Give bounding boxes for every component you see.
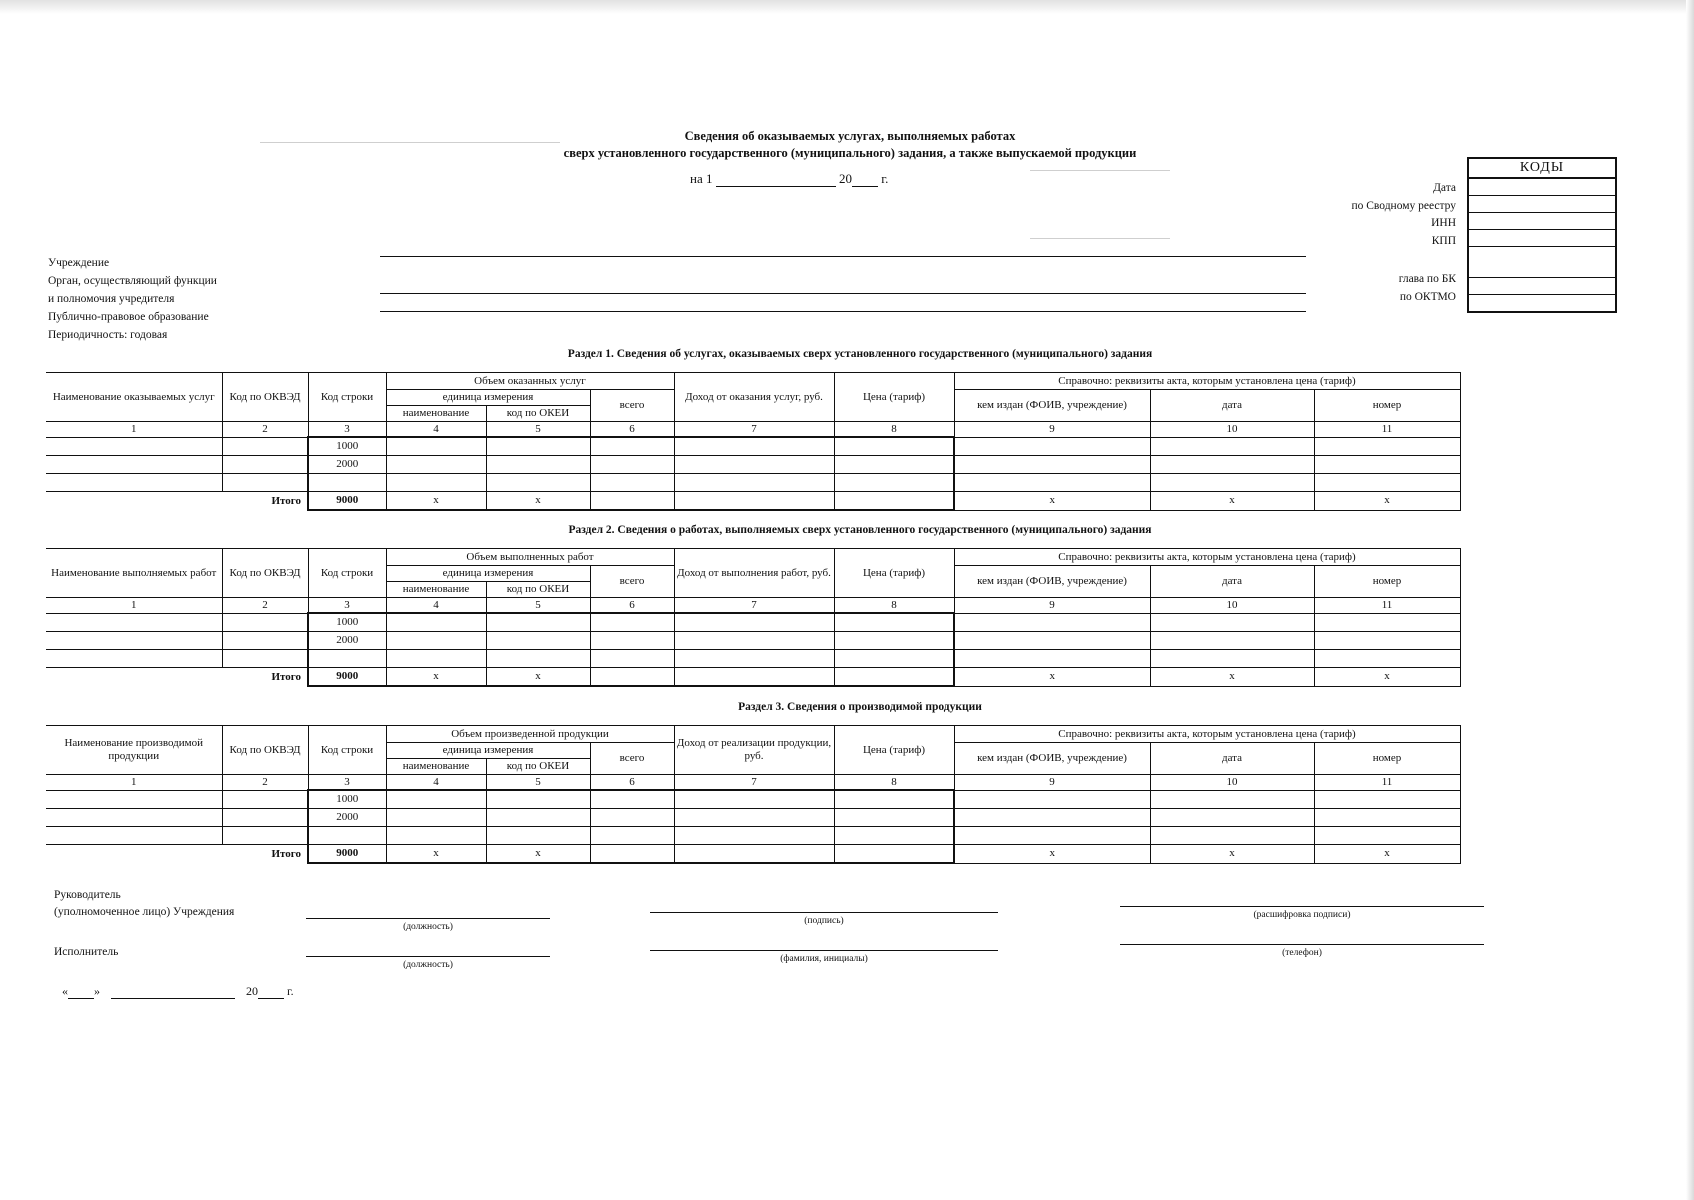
section-1-table xyxy=(46,372,1461,511)
institution-line[interactable] xyxy=(380,256,1306,257)
table-cell[interactable] xyxy=(834,632,954,650)
table-cell[interactable] xyxy=(590,650,674,668)
sign-date-year-prefix: 20 xyxy=(246,984,258,998)
table-cell[interactable] xyxy=(954,632,1150,650)
table-cell xyxy=(308,474,386,492)
table-cell[interactable] xyxy=(674,809,834,827)
column-number: 4 xyxy=(386,422,486,438)
row-code: 1000 xyxy=(308,613,386,632)
table-row xyxy=(46,632,1460,650)
total-label: Итого xyxy=(271,494,301,507)
table-cell[interactable] xyxy=(1314,809,1460,827)
sign-date-close: » xyxy=(94,984,100,998)
col-unit-header: единица измерения xyxy=(386,743,590,759)
col-okved-header: Код по ОКВЭД xyxy=(222,373,308,422)
table-cell[interactable] xyxy=(834,437,954,456)
table-cell[interactable] xyxy=(1314,827,1460,845)
sign-date-day-field[interactable] xyxy=(68,986,94,999)
table-cell[interactable] xyxy=(46,809,222,827)
x-mark: х xyxy=(386,668,486,687)
col-date-header: дата xyxy=(1150,743,1314,775)
total-label: Итого xyxy=(271,670,301,683)
table-cell[interactable] xyxy=(1150,613,1314,632)
section-2-table xyxy=(46,548,1461,687)
col-price-header: Цена (тариф) xyxy=(834,373,954,422)
code-label-registry: по Сводному реестру xyxy=(1351,200,1456,212)
col-total-header: всего xyxy=(590,566,674,598)
executor-position-line[interactable] xyxy=(306,956,550,957)
table-cell[interactable] xyxy=(590,613,674,632)
column-number: 8 xyxy=(834,775,954,791)
table-cell[interactable] xyxy=(1150,456,1314,474)
column-number: 10 xyxy=(1150,422,1314,438)
table-cell[interactable] xyxy=(590,790,674,809)
head-signature-caption: (подпись) xyxy=(804,916,844,926)
total-code: 9000 xyxy=(308,492,386,511)
table-cell[interactable] xyxy=(674,456,834,474)
head-position-line[interactable] xyxy=(306,918,550,919)
total-row xyxy=(46,845,1460,864)
x-mark: х xyxy=(486,845,590,864)
table-cell[interactable] xyxy=(222,809,308,827)
founder-line[interactable] xyxy=(380,293,1306,294)
table-cell[interactable] xyxy=(674,437,834,456)
column-number: 5 xyxy=(486,422,590,438)
table-cell[interactable] xyxy=(46,474,222,492)
table-cell[interactable] xyxy=(386,456,486,474)
col-price-header: Цена (тариф) xyxy=(834,549,954,598)
x-mark: х xyxy=(1150,668,1314,687)
table-cell[interactable] xyxy=(222,827,308,845)
table-cell[interactable] xyxy=(46,632,222,650)
label-founder-2: и полномочия учредителя xyxy=(48,293,175,305)
table-cell[interactable] xyxy=(590,809,674,827)
scan-artifact xyxy=(1030,238,1170,239)
label-periodicity: Периодичность: годовая xyxy=(48,329,168,341)
table-cell[interactable] xyxy=(1314,790,1460,809)
column-number: 10 xyxy=(1150,775,1314,791)
table-cell[interactable] xyxy=(954,809,1150,827)
sign-date xyxy=(62,984,294,999)
x-mark: х xyxy=(386,845,486,864)
table-cell[interactable] xyxy=(222,474,308,492)
table-cell xyxy=(308,650,386,668)
column-number: 9 xyxy=(954,775,1150,791)
table-cell[interactable] xyxy=(834,650,954,668)
table-cell[interactable] xyxy=(222,456,308,474)
column-number: 2 xyxy=(222,775,308,791)
label-institution: Учреждение xyxy=(48,257,110,269)
table-cell[interactable] xyxy=(46,613,222,632)
col-income-header: Доход от оказания услуг, руб. xyxy=(674,373,834,422)
report-date xyxy=(690,171,990,187)
col-income-header: Доход от выполнения работ, руб. xyxy=(674,549,834,598)
col-ref-header: Справочно: реквизиты акта, которым установлена цена (тариф) xyxy=(954,373,1460,390)
table-cell[interactable] xyxy=(674,613,834,632)
head-position-caption: (должность) xyxy=(403,922,453,932)
col-date-header: дата xyxy=(1150,566,1314,598)
table-cell[interactable] xyxy=(590,456,674,474)
col-unit-header: единица измерения xyxy=(386,566,590,582)
table-cell[interactable] xyxy=(674,650,834,668)
row-code: 1000 xyxy=(308,790,386,809)
table-cell[interactable] xyxy=(954,613,1150,632)
table-cell[interactable] xyxy=(1150,790,1314,809)
total-code: 9000 xyxy=(308,845,386,864)
label-public-entity: Публично-правовое образование xyxy=(48,311,209,323)
total-cell[interactable] xyxy=(590,668,674,687)
table-cell[interactable] xyxy=(486,809,590,827)
header-row xyxy=(46,726,1460,743)
column-number-row xyxy=(46,422,1460,438)
table-cell[interactable] xyxy=(834,456,954,474)
table-cell[interactable] xyxy=(1150,827,1314,845)
table-cell[interactable] xyxy=(486,790,590,809)
column-number: 6 xyxy=(590,775,674,791)
table-cell[interactable] xyxy=(386,827,486,845)
table-cell[interactable] xyxy=(46,650,222,668)
column-number: 5 xyxy=(486,598,590,614)
total-cell[interactable] xyxy=(674,668,834,687)
total-cell[interactable] xyxy=(834,668,954,687)
column-number: 6 xyxy=(590,422,674,438)
section-1-title: Раздел 1. Сведения об услугах, оказываемых сверх установленного государственного (муниципального) задания xyxy=(567,348,1153,360)
col-name-header: Наименование производимой продукции xyxy=(46,726,222,775)
head-decode-line[interactable] xyxy=(1120,906,1484,907)
codes-box xyxy=(1467,157,1617,313)
table-cell[interactable] xyxy=(1314,613,1460,632)
table-cell[interactable] xyxy=(486,456,590,474)
table-row xyxy=(46,474,1460,492)
code-cell-kpp[interactable] xyxy=(1469,230,1615,247)
col-number-header: номер xyxy=(1314,390,1460,422)
x-mark: х xyxy=(954,845,1150,864)
col-okved-header: Код по ОКВЭД xyxy=(222,726,308,775)
table-cell[interactable] xyxy=(834,474,954,492)
col-unit-header: единица измерения xyxy=(386,390,590,406)
col-total-header: всего xyxy=(590,390,674,422)
executor-name-caption: (фамилия, инициалы) xyxy=(780,954,868,964)
head-signature-line[interactable] xyxy=(650,912,998,913)
code-label-date: Дата xyxy=(1433,182,1456,194)
table-cell[interactable] xyxy=(386,790,486,809)
row-code: 1000 xyxy=(308,437,386,456)
col-number-header: номер xyxy=(1314,566,1460,598)
table-cell[interactable] xyxy=(486,827,590,845)
column-number: 6 xyxy=(590,598,674,614)
title-line-1: Сведения об оказываемых услугах, выполняемых работах xyxy=(684,129,1016,143)
x-mark: х xyxy=(1314,492,1460,511)
table-cell[interactable] xyxy=(1150,632,1314,650)
col-unit-okei-header: код по ОКЕИ xyxy=(486,582,590,598)
column-number-row xyxy=(46,775,1460,791)
executor-position-caption: (должность) xyxy=(403,960,453,970)
x-mark: х xyxy=(954,668,1150,687)
column-number: 11 xyxy=(1314,775,1460,791)
col-unit-name-header: наименование xyxy=(386,759,486,775)
row-code: 2000 xyxy=(308,632,386,650)
table-cell[interactable] xyxy=(1314,437,1460,456)
code-label-oktmo: по ОКТМО xyxy=(1399,291,1456,303)
table-cell[interactable] xyxy=(222,632,308,650)
table-row xyxy=(46,650,1460,668)
column-number: 1 xyxy=(46,598,222,614)
col-unit-name-header: наименование xyxy=(386,582,486,598)
table-cell[interactable] xyxy=(1150,650,1314,668)
x-mark: х xyxy=(1150,845,1314,864)
col-number-header: номер xyxy=(1314,743,1460,775)
code-cell-empty[interactable] xyxy=(1469,295,1615,311)
table-row xyxy=(46,827,1460,845)
column-number: 4 xyxy=(386,775,486,791)
sign-date-open: « xyxy=(62,984,68,998)
col-name-header: Наименование выполняемых работ xyxy=(46,549,222,598)
table-row xyxy=(46,456,1460,474)
table-cell[interactable] xyxy=(1150,474,1314,492)
x-mark: х xyxy=(486,492,590,511)
table-row xyxy=(46,809,1460,827)
column-number: 9 xyxy=(954,598,1150,614)
column-number: 3 xyxy=(308,598,386,614)
col-unit-okei-header: код по ОКЕИ xyxy=(486,759,590,775)
table-cell[interactable] xyxy=(46,456,222,474)
x-mark: х xyxy=(1314,845,1460,864)
code-cell-oktmo[interactable] xyxy=(1469,278,1615,295)
table-cell[interactable] xyxy=(1150,809,1314,827)
col-volume-header: Объем выполненных работ xyxy=(386,549,674,566)
column-number: 4 xyxy=(386,598,486,614)
table-cell[interactable] xyxy=(834,790,954,809)
column-number: 2 xyxy=(222,598,308,614)
table-cell[interactable] xyxy=(674,790,834,809)
code-cell-bk[interactable] xyxy=(1469,247,1615,278)
code-cell-registry[interactable] xyxy=(1469,196,1615,213)
total-row xyxy=(46,492,1460,511)
column-number: 9 xyxy=(954,422,1150,438)
scan-edge xyxy=(0,0,1694,14)
total-code: 9000 xyxy=(308,668,386,687)
col-line-header: Код строки xyxy=(308,726,386,775)
table-cell[interactable] xyxy=(486,437,590,456)
column-number: 1 xyxy=(46,422,222,438)
col-line-header: Код строки xyxy=(308,549,386,598)
table-cell[interactable] xyxy=(1150,437,1314,456)
table-row xyxy=(46,613,1460,632)
sign-date-suffix: г. xyxy=(287,984,294,998)
column-number: 11 xyxy=(1314,598,1460,614)
column-number: 1 xyxy=(46,775,222,791)
total-cell[interactable] xyxy=(590,492,674,511)
code-label-kpp: КПП xyxy=(1431,235,1456,247)
document-title xyxy=(470,128,1230,162)
column-number-row xyxy=(46,598,1460,614)
col-ref-header: Справочно: реквизиты акта, которым установлена цена (тариф) xyxy=(954,549,1460,566)
table-cell[interactable] xyxy=(590,474,674,492)
head-decode-caption: (расшифровка подписи) xyxy=(1253,910,1351,920)
col-price-header: Цена (тариф) xyxy=(834,726,954,775)
x-mark: х xyxy=(486,668,590,687)
table-cell[interactable] xyxy=(590,437,674,456)
table-cell[interactable] xyxy=(486,650,590,668)
table-cell[interactable] xyxy=(486,613,590,632)
table-cell[interactable] xyxy=(386,613,486,632)
table-cell[interactable] xyxy=(222,613,308,632)
table-cell[interactable] xyxy=(222,437,308,456)
header-row xyxy=(46,549,1460,566)
scan-edge-right xyxy=(1686,0,1694,1200)
executor-label: Исполнитель xyxy=(54,946,119,958)
total-row xyxy=(46,668,1460,687)
total-cell[interactable] xyxy=(834,492,954,511)
sign-date-month-field[interactable] xyxy=(111,986,235,999)
table-cell[interactable] xyxy=(834,827,954,845)
public-entity-line[interactable] xyxy=(380,311,1306,312)
x-mark: х xyxy=(1150,492,1314,511)
column-number: 7 xyxy=(674,775,834,791)
col-total-header: всего xyxy=(590,743,674,775)
table-cell[interactable] xyxy=(590,632,674,650)
total-cell[interactable] xyxy=(674,845,834,864)
col-okved-header: Код по ОКВЭД xyxy=(222,549,308,598)
col-issuer-header: кем издан (ФОИВ, учреждение) xyxy=(954,390,1150,422)
table-cell[interactable] xyxy=(954,790,1150,809)
col-issuer-header: кем издан (ФОИВ, учреждение) xyxy=(954,566,1150,598)
date-prefix: на 1 xyxy=(690,171,713,186)
table-cell[interactable] xyxy=(674,474,834,492)
table-cell[interactable] xyxy=(486,632,590,650)
table-row xyxy=(46,437,1460,456)
column-number: 2 xyxy=(222,422,308,438)
col-unit-okei-header: код по ОКЕИ xyxy=(486,406,590,422)
total-cell[interactable] xyxy=(674,492,834,511)
table-cell xyxy=(308,827,386,845)
sign-date-year-field[interactable] xyxy=(258,986,284,999)
executor-phone-caption: (телефон) xyxy=(1282,948,1322,958)
table-row xyxy=(46,790,1460,809)
table-cell[interactable] xyxy=(834,809,954,827)
total-cell[interactable] xyxy=(590,845,674,864)
table-cell[interactable] xyxy=(954,456,1150,474)
total-label: Итого xyxy=(271,847,301,860)
column-number: 7 xyxy=(674,422,834,438)
table-cell[interactable] xyxy=(386,809,486,827)
header-row xyxy=(46,373,1460,390)
col-volume-header: Объем оказанных услуг xyxy=(386,373,674,390)
table-cell[interactable] xyxy=(954,474,1150,492)
table-cell[interactable] xyxy=(222,650,308,668)
code-label-bk: глава по БК xyxy=(1398,273,1456,285)
col-ref-header: Справочно: реквизиты акта, которым установлена цена (тариф) xyxy=(954,726,1460,743)
date-year-prefix: 20 xyxy=(838,171,852,186)
column-number: 8 xyxy=(834,598,954,614)
table-cell[interactable] xyxy=(674,632,834,650)
x-mark: х xyxy=(1314,668,1460,687)
table-cell[interactable] xyxy=(46,790,222,809)
table-cell[interactable] xyxy=(46,437,222,456)
col-issuer-header: кем издан (ФОИВ, учреждение) xyxy=(954,743,1150,775)
table-cell[interactable] xyxy=(386,632,486,650)
column-number: 7 xyxy=(674,598,834,614)
table-cell[interactable] xyxy=(222,790,308,809)
column-number: 3 xyxy=(308,775,386,791)
col-unit-name-header: наименование xyxy=(386,406,486,422)
table-cell[interactable] xyxy=(834,613,954,632)
col-volume-header: Объем произведенной продукции xyxy=(386,726,674,743)
column-number: 11 xyxy=(1314,422,1460,438)
label-founder-1: Орган, осуществляющий функции xyxy=(48,275,217,287)
row-code: 2000 xyxy=(308,809,386,827)
codes-header: КОДЫ xyxy=(1469,159,1615,179)
title-line-2: сверх установленного государственного (муниципального) задания, а также выпускаемой продукции xyxy=(563,146,1137,160)
date-suffix: г. xyxy=(881,171,889,186)
x-mark: х xyxy=(954,492,1150,511)
table-cell[interactable] xyxy=(954,827,1150,845)
table-cell[interactable] xyxy=(386,650,486,668)
table-cell[interactable] xyxy=(386,437,486,456)
section-2-title: Раздел 2. Сведения о работах, выполняемых сверх установленного государственного (муниципального) задания xyxy=(568,524,1152,536)
code-cell-inn[interactable] xyxy=(1469,213,1615,230)
total-cell[interactable] xyxy=(834,845,954,864)
table-cell[interactable] xyxy=(1314,632,1460,650)
table-cell[interactable] xyxy=(1314,474,1460,492)
col-name-header: Наименование оказываемых услуг xyxy=(46,373,222,422)
column-number: 3 xyxy=(308,422,386,438)
section-3-table xyxy=(46,725,1461,864)
section-3-title: Раздел 3. Сведения о производимой продукции xyxy=(738,701,982,713)
table-cell[interactable] xyxy=(590,827,674,845)
table-cell[interactable] xyxy=(386,474,486,492)
table-cell[interactable] xyxy=(486,474,590,492)
code-cell-date[interactable] xyxy=(1469,179,1615,196)
executor-phone-line[interactable] xyxy=(1120,944,1484,945)
x-mark: х xyxy=(386,492,486,511)
column-number: 8 xyxy=(834,422,954,438)
col-income-header: Доход от реализации продукции, руб. xyxy=(674,726,834,775)
col-date-header: дата xyxy=(1150,390,1314,422)
code-label-inn: ИНН xyxy=(1431,217,1456,229)
table-cell[interactable] xyxy=(954,437,1150,456)
table-cell[interactable] xyxy=(674,827,834,845)
col-line-header: Код строки xyxy=(308,373,386,422)
table-cell[interactable] xyxy=(1314,456,1460,474)
head-label-2: (уполномоченное лицо) Учреждения xyxy=(54,906,235,918)
column-number: 5 xyxy=(486,775,590,791)
table-cell[interactable] xyxy=(954,650,1150,668)
date-day-month-field[interactable] xyxy=(716,172,836,187)
column-number: 10 xyxy=(1150,598,1314,614)
scan-artifact xyxy=(1030,170,1170,171)
date-year-field[interactable] xyxy=(852,172,878,187)
executor-name-line[interactable] xyxy=(650,950,998,951)
table-cell[interactable] xyxy=(46,827,222,845)
row-code: 2000 xyxy=(308,456,386,474)
head-label-1: Руководитель xyxy=(54,889,121,901)
table-cell[interactable] xyxy=(1314,650,1460,668)
